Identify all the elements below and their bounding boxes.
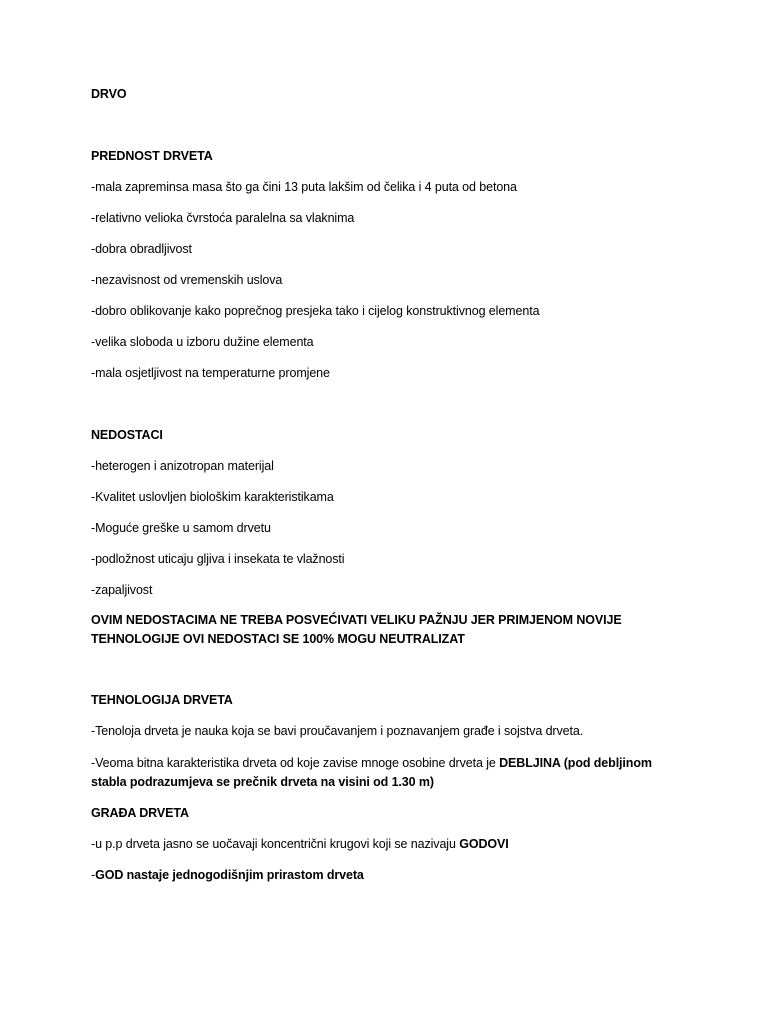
advantage-item: -mala osjetljivost na temperaturne promjene (91, 366, 330, 380)
advantage-item: -dobra obradljivost (91, 242, 192, 256)
structure-line (91, 836, 509, 852)
disadvantage-item: -Kvalitet uslovljen biološkim karakteristikama (91, 490, 334, 504)
document-title: DRVO (91, 87, 127, 101)
advantage-item: -nezavisnost od vremenskih uslova (91, 273, 283, 287)
disadvantage-item: -Moguće greške u samom drvetu (91, 521, 271, 535)
disadvantages-note-line2: TEHNOLOGIJE OVI NEDOSTACI SE 100% MOGU NEUTRALIZAT (91, 632, 465, 646)
structure-heading: GRAĐA DRVETA (91, 806, 189, 820)
advantages-heading: PREDNOST DRVETA (91, 149, 213, 163)
technology-line (91, 755, 652, 771)
technology-line: stabla podrazumjeva se prečnik drveta na visini od 1.30 m) (91, 775, 434, 789)
structure-line-emphasis: GOD nastaje jednogodišnjim prirastom drveta (95, 868, 364, 882)
technology-heading: TEHNOLOGIJA DRVETA (91, 693, 233, 707)
technology-line: -Tenoloja drveta je nauka koja se bavi proučavanjem i poznavanjem građe i sojstva drveta. (91, 724, 584, 738)
advantage-item: -dobro oblikovanje kako poprečnog presjeka tako i cijelog konstruktivnog elementa (91, 304, 540, 318)
disadvantages-note-line1: OVIM NEDOSTACIMA NE TREBA POSVEĆIVATI VELIKU PAŽNJU JER PRIMJENOM NOVIJE (91, 613, 622, 627)
technology-line-emphasis: DEBLJINA (pod debljinom (499, 756, 652, 770)
disadvantages-heading: NEDOSTACI (91, 428, 163, 442)
advantage-item: -mala zapreminsa masa što ga čini 13 puta lakšim od čelika i 4 puta od betona (91, 180, 517, 194)
technology-line-text: -Veoma bitna karakteristika drveta od koje zavise mnoge osobine drveta je (91, 756, 500, 770)
structure-line-text: -u p.p drveta jasno se uočavaji koncentrični krugovi koji se nazivaju (91, 837, 460, 851)
disadvantage-item: -zapaljivost (91, 583, 153, 597)
advantage-item: -relativno velioka čvrstoća paralelna sa vlaknima (91, 211, 355, 225)
advantage-item: -velika sloboda u izboru dužine elementa (91, 335, 314, 349)
structure-line (91, 867, 364, 883)
structure-line-text: - (91, 868, 96, 882)
structure-line-emphasis: GODOVI (459, 837, 509, 851)
disadvantage-item: -podložnost uticaju gljiva i insekata te vlažnosti (91, 552, 345, 566)
disadvantage-item: -heterogen i anizotropan materijal (91, 459, 274, 473)
